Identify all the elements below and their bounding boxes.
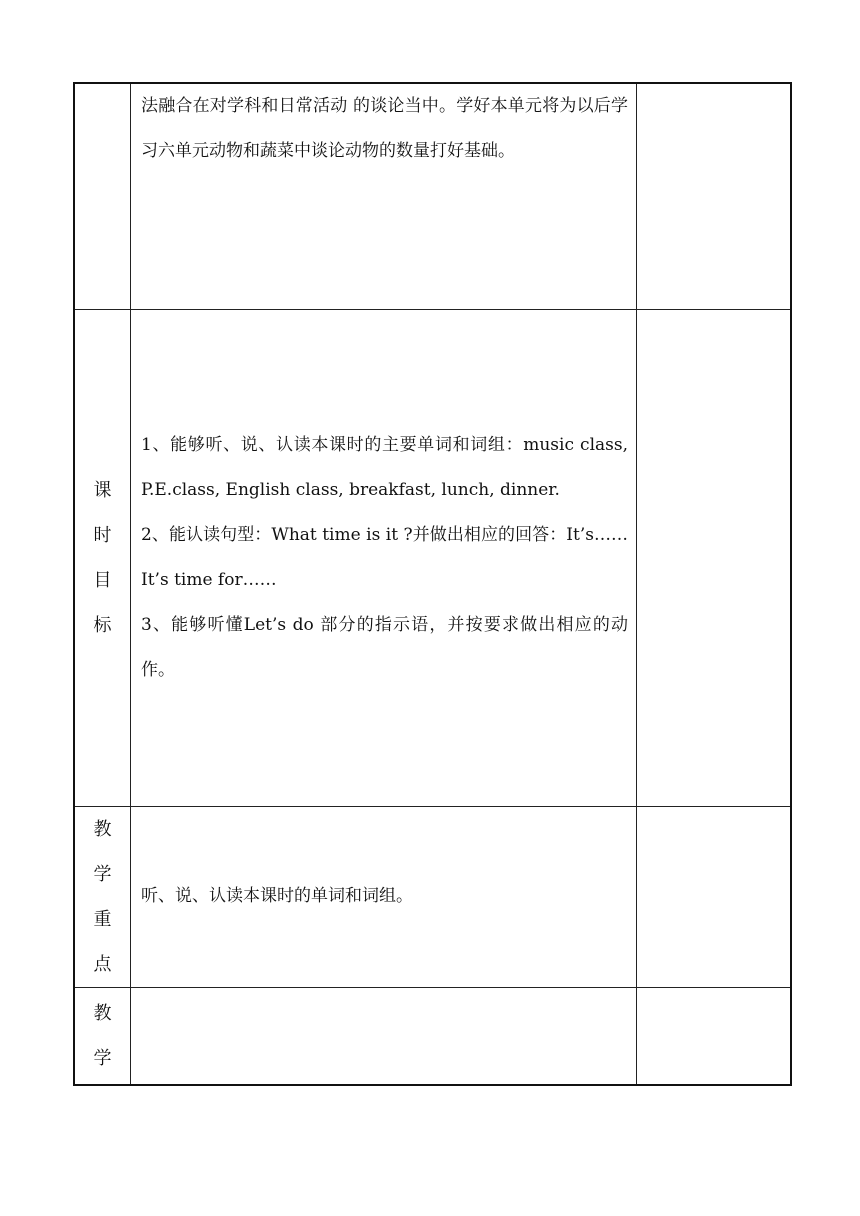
table-row	[74, 309, 791, 806]
notes-cell	[637, 309, 792, 806]
content-cell	[131, 806, 637, 987]
row-label-cell	[74, 83, 131, 309]
content-cell	[131, 987, 637, 1085]
row-label: 教学重点	[93, 818, 112, 975]
content-text	[131, 874, 636, 919]
row-label-cell	[74, 806, 131, 987]
content-paragraph: 3、能够听懂Let’s do 部分的指示语，并按要求做出相应的动作。	[141, 614, 628, 680]
row-label: 课时目标	[93, 479, 112, 636]
notes-cell	[637, 806, 792, 987]
row-label-cell	[74, 987, 131, 1085]
content-paragraph: 法融合在对学科和日常活动 的谈论当中。学好本单元将为以后学习六单元动物和蔬菜中谈论动物的数量打好基础。	[141, 96, 628, 161]
table-row	[74, 987, 791, 1085]
notes-cell	[637, 83, 792, 309]
content-paragraph: 听、说、认读本课时的单词和词组。	[141, 886, 413, 906]
content-text	[131, 84, 636, 174]
content-paragraph: 2、能认读句型：What time is it ?并做出相应的回答：It’s…… It’s time for……	[141, 524, 628, 590]
content-cell	[131, 309, 637, 806]
content-cell	[131, 83, 637, 309]
content-paragraph: 1、能够听、说、认读本课时的主要单词和词组：music class, P.E.class, English class, breakfast, lunch, dinner.	[141, 434, 628, 500]
content-text	[131, 423, 636, 693]
table-row	[74, 83, 791, 309]
lesson-plan-table	[73, 82, 792, 1086]
notes-cell	[637, 987, 792, 1085]
table-row	[74, 806, 791, 987]
row-label: 教学	[93, 1002, 112, 1069]
row-label-cell	[74, 309, 131, 806]
